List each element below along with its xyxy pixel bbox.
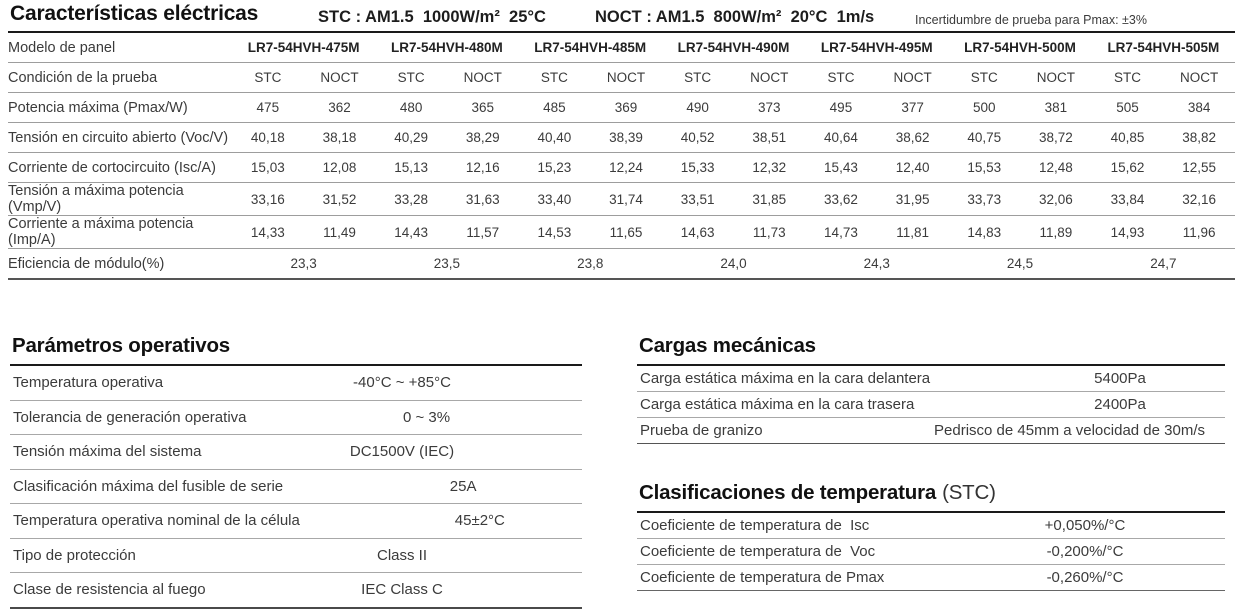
value-cell: 14,43 (394, 224, 428, 240)
value-cell: 12,55 (1182, 160, 1217, 175)
value-cell: 33,84 (1110, 191, 1145, 207)
uncertainty-note: Incertidumbre de prueba para Pmax: ±3% (915, 13, 1147, 27)
efficiency-cell: 23,5 (433, 256, 461, 271)
condition-cell: NOCT (750, 70, 789, 85)
section-title (637, 481, 1225, 513)
condition-cell: STC (540, 70, 568, 85)
load-row (637, 418, 1225, 444)
param-value: IEC Class C (361, 581, 443, 599)
value-cell: 14,93 (1110, 224, 1145, 240)
value-cell: 14,63 (680, 224, 715, 240)
value-cell: 14,53 (537, 224, 572, 240)
row-label: Condición de la prueba (8, 69, 158, 86)
value-cell: 475 (256, 100, 280, 115)
condition-cell: STC (827, 70, 855, 85)
condition-row (8, 63, 1235, 93)
vmp-row (8, 183, 1235, 216)
value-cell: 40,29 (394, 130, 428, 145)
param-value: -40°C ~ +85°C (353, 374, 451, 392)
param-row (10, 435, 582, 470)
efficiency-cell: 24,3 (863, 256, 890, 271)
model-name: LR7-54HVH-485M (534, 40, 647, 55)
value-cell: 38,51 (752, 130, 787, 145)
condition-cell: STC (254, 70, 282, 85)
value-cell: 31,95 (895, 191, 930, 207)
coef-label: Coeficiente de temperatura de Voc (640, 543, 876, 560)
param-label: Temperatura operativa nominal de la célula (13, 512, 300, 530)
coef-row (637, 539, 1225, 565)
efficiency-row (8, 249, 1235, 280)
value-cell: 15,13 (394, 160, 428, 175)
coef-row (637, 565, 1225, 591)
value-cell: 12,24 (609, 160, 643, 175)
value-cell: 12,32 (752, 160, 787, 175)
value-cell: 15,62 (1110, 160, 1145, 175)
load-value: Pedrisco de 45mm a velocidad de 30m/s (934, 422, 1205, 439)
param-label: Temperatura operativa (13, 374, 164, 392)
value-cell: 31,52 (322, 191, 357, 207)
condition-cell: NOCT (320, 70, 359, 85)
efficiency-cell: 23,8 (577, 256, 604, 271)
section-title-suffix: (STC) (942, 481, 996, 504)
param-row (10, 470, 582, 505)
param-value: 45±2°C (454, 512, 505, 530)
value-cell: 33,73 (967, 191, 1002, 207)
condition-cell: NOCT (893, 70, 932, 85)
row-label: Modelo de panel (8, 39, 116, 56)
param-label: Clase de resistencia al fuego (13, 581, 206, 599)
efficiency-cell: 24,7 (1150, 256, 1177, 271)
value-cell: 33,62 (824, 191, 858, 207)
condition-cell: STC (1114, 70, 1141, 85)
value-cell: 384 (1187, 100, 1211, 115)
isc-row (8, 153, 1235, 183)
value-cell: 38,39 (609, 130, 643, 145)
value-cell: 369 (614, 100, 638, 115)
value-cell: 15,33 (680, 160, 715, 175)
value-cell: 38,62 (895, 130, 930, 145)
value-cell: 33,28 (394, 191, 428, 207)
test-condition-stc: STC : AM1.5 1000W/m² 25°C (318, 8, 546, 26)
condition-cell: NOCT (1180, 70, 1219, 85)
section-title-text: Clasificaciones de temperatura (639, 481, 937, 504)
value-cell: 32,16 (1182, 191, 1217, 207)
efficiency-cell: 24,0 (720, 256, 747, 271)
value-cell: 381 (1044, 100, 1068, 115)
value-cell: 33,51 (680, 191, 715, 207)
param-row (10, 504, 582, 539)
value-cell: 15,43 (824, 160, 858, 175)
model-row (8, 32, 1235, 63)
value-cell: 38,82 (1182, 130, 1217, 145)
efficiency-cell: 24,5 (1006, 256, 1034, 271)
value-cell: 15,03 (250, 160, 285, 175)
value-cell: 365 (471, 100, 494, 115)
value-cell: 15,23 (537, 160, 572, 175)
value-cell: 500 (972, 100, 996, 115)
voc-row (8, 123, 1235, 153)
value-cell: 373 (758, 100, 781, 115)
section-temperature-ratings (637, 481, 1225, 591)
coef-label: Coeficiente de temperatura de Pmax (640, 569, 885, 586)
load-label: Carga estática máxima en la cara delantera (640, 370, 931, 387)
value-cell: 40,52 (680, 130, 715, 145)
value-cell: 12,40 (895, 160, 930, 175)
imp-row (8, 216, 1235, 249)
condition-cell: STC (684, 70, 712, 85)
model-name: LR7-54HVH-475M (247, 40, 360, 55)
load-row (637, 392, 1225, 418)
value-cell: 11,96 (1182, 224, 1216, 240)
value-cell: 38,18 (322, 130, 357, 145)
value-cell: 377 (901, 100, 924, 115)
value-cell: 40,85 (1110, 130, 1145, 145)
model-name: LR7-54HVH-495M (820, 40, 933, 55)
param-row (10, 539, 582, 574)
load-value: 2400Pa (1094, 396, 1146, 413)
value-cell: 31,85 (752, 191, 787, 207)
section-mechanical-loads (637, 334, 1225, 444)
section-title: Cargas mecánicas (637, 334, 1225, 366)
header (0, 0, 1235, 31)
param-row (10, 573, 582, 609)
row-label: Tensión en circuito abierto (Voc/V) (8, 129, 229, 146)
param-label: Tolerancia de generación operativa (13, 408, 247, 426)
condition-cell: NOCT (1036, 70, 1075, 85)
model-name: LR7-54HVH-490M (677, 40, 790, 55)
value-cell: 38,72 (1038, 130, 1073, 145)
param-value: 25A (449, 477, 477, 495)
coef-label: Coeficiente de temperatura de Isc (640, 517, 870, 534)
pmax-row (8, 93, 1235, 123)
value-cell: 480 (399, 100, 423, 115)
value-cell: 40,75 (967, 130, 1002, 145)
row-label: Tensión a máxima potencia (Vmp/V) (8, 183, 184, 215)
load-label: Carga estática máxima en la cara trasera (640, 396, 915, 413)
condition-cell: NOCT (606, 70, 646, 85)
param-value: DC1500V (IEC) (349, 443, 455, 461)
value-cell: 505 (1116, 100, 1139, 115)
value-cell: 14,83 (967, 224, 1002, 240)
coef-value: -0,200%/°C (1046, 543, 1124, 560)
row-label: Eficiencia de módulo(%) (8, 255, 165, 272)
load-row (637, 366, 1225, 392)
value-cell: 15,53 (967, 160, 1002, 175)
value-cell: 32,06 (1038, 191, 1073, 207)
value-cell: 31,63 (465, 191, 500, 207)
value-cell: 40,64 (824, 130, 858, 145)
condition-cell: NOCT (463, 70, 502, 85)
value-cell: 31,74 (609, 191, 643, 207)
value-cell: 362 (328, 100, 351, 115)
param-label: Tipo de protección (13, 546, 136, 564)
value-cell: 38,29 (465, 130, 500, 145)
page-title: Características eléctricas (10, 2, 259, 25)
electrical-characteristics-table (8, 31, 1235, 280)
value-cell: 490 (686, 100, 709, 115)
row-label: Potencia máxima (Pmax/W) (8, 99, 188, 116)
row-label: Corriente de cortocircuito (Isc/A) (8, 159, 216, 176)
value-cell: 40,18 (250, 130, 285, 145)
efficiency-cell: 23,3 (290, 256, 317, 271)
value-cell: 11,57 (466, 224, 500, 240)
coef-value: +0,050%/°C (1044, 517, 1126, 534)
section-operating-parameters (10, 334, 582, 609)
param-row (10, 366, 582, 401)
param-value: 0 ~ 3% (402, 408, 451, 426)
coef-value: -0,260%/°C (1046, 569, 1124, 586)
coef-row (637, 513, 1225, 539)
model-name: LR7-54HVH-480M (391, 40, 503, 55)
param-label: Clasificación máxima del fusible de serie (13, 477, 284, 495)
value-cell: 495 (829, 100, 853, 115)
value-cell: 14,73 (824, 224, 858, 240)
model-name: LR7-54HVH-505M (1107, 40, 1220, 55)
value-cell: 11,49 (323, 224, 356, 240)
value-cell: 14,33 (250, 224, 285, 240)
param-label: Tensión máxima del sistema (13, 443, 202, 461)
value-cell: 33,40 (537, 191, 572, 207)
value-cell: 12,16 (465, 160, 500, 175)
test-condition-noct: NOCT : AM1.5 800W/m² 20°C 1m/s (595, 8, 875, 26)
condition-cell: STC (970, 70, 998, 85)
value-cell: 11,65 (609, 224, 643, 240)
value-cell: 11,89 (1039, 224, 1073, 240)
param-row (10, 401, 582, 436)
condition-cell: STC (397, 70, 425, 85)
value-cell: 12,48 (1038, 160, 1073, 175)
value-cell: 11,81 (896, 224, 929, 240)
model-name: LR7-54HVH-500M (964, 40, 1076, 55)
value-cell: 40,40 (537, 130, 572, 145)
section-title: Parámetros operativos (10, 334, 582, 366)
value-cell: 11,73 (752, 224, 786, 240)
value-cell: 12,08 (322, 160, 357, 175)
value-cell: 485 (543, 100, 566, 115)
row-label: Corriente a máxima potencia (Imp/A) (8, 216, 194, 248)
load-value: 5400Pa (1094, 370, 1146, 387)
param-value: Class II (376, 546, 427, 564)
value-cell: 33,16 (250, 191, 285, 207)
load-label: Prueba de granizo (640, 422, 763, 439)
